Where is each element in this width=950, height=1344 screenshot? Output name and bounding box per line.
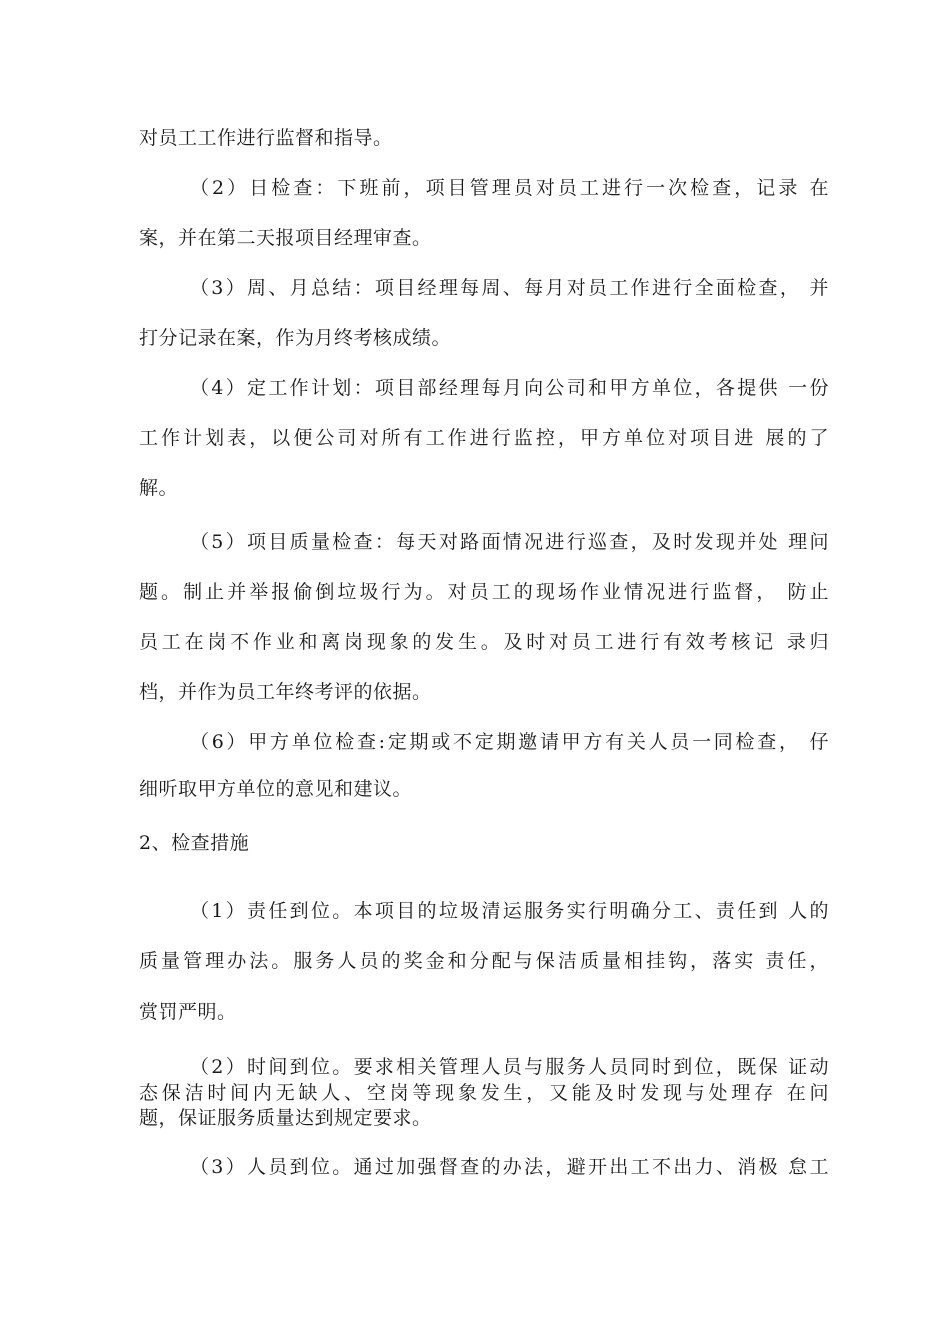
- text-line: 案，并在第二天报项目经理审查。: [139, 227, 432, 249]
- text-line: 工作计划表，以便公司对所有工作进行监控，甲方单位对项目进 展的了: [139, 427, 829, 449]
- text-line: 对员工工作进行监督和指导。: [139, 127, 393, 149]
- text-line: 题。制止并举报偷倒垃圾行为。对员工的现场作业情况进行监督， 防止: [139, 581, 829, 603]
- text-line: （4）定工作计划：项目部经理每月向公司和甲方单位，各提供 一份: [190, 377, 829, 399]
- text-line: 态保洁时间内无缺人、空岗等现象发生，又能及时发现与处理存 在问: [139, 1082, 829, 1104]
- text-line: 员工在岗不作业和离岗现象的发生。及时对员工进行有效考核记 录归: [139, 631, 829, 653]
- section-heading: 2、检查措施: [139, 832, 250, 854]
- text-line: （6）甲方单位检查:定期或不定期邀请甲方有关人员一同检查， 仔: [190, 731, 829, 753]
- text-line: （2）时间到位。要求相关管理人员与服务人员同时到位，既保 证动: [190, 1056, 829, 1078]
- text-line: 细听取甲方单位的意见和建议。: [139, 778, 413, 800]
- text-line: 档，并作为员工年终考评的依据。: [139, 681, 432, 703]
- text-line: （5）项目质量检查：每天对路面情况进行巡查，及时发现并处 理问: [190, 531, 829, 553]
- text-line: （3）周、月总结：项目经理每周、每月对员工作进行全面检查， 并: [190, 277, 829, 299]
- text-line: （2）日检查：下班前，项目管理员对员工进行一次检查，记录 在: [190, 177, 829, 199]
- text-line: 解。: [139, 477, 179, 499]
- text-line: 打分记录在案，作为月终考核成绩。: [139, 327, 452, 349]
- text-line: （3）人员到位。通过加强督查的办法，避开出工不出力、消极 怠工: [190, 1156, 829, 1178]
- text-line: 质量管理办法。服务人员的奖金和分配与保洁质量相挂钩，落实 责任，: [139, 950, 829, 972]
- text-line: 题，保证服务质量达到规定要求。: [139, 1107, 432, 1129]
- text-line: 赏罚严明。: [139, 1001, 237, 1023]
- text-line: （1）责任到位。本项目的垃圾清运服务实行明确分工、责任到 人的: [190, 900, 829, 922]
